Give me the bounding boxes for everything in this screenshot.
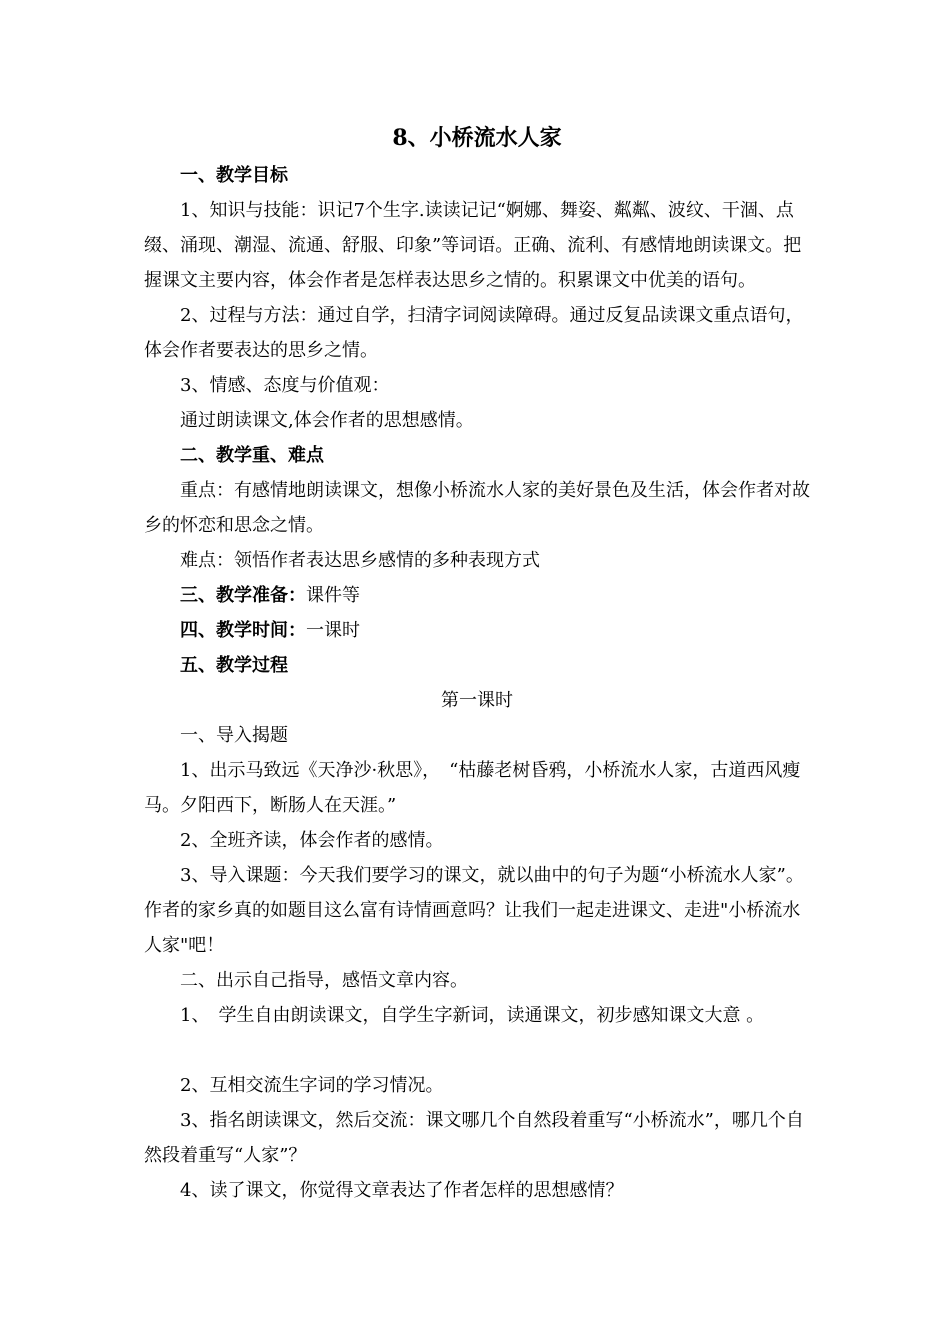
- step-intro-1: 1、出示马致远《天净沙·秋思》， “枯藤老树昏鸦，小桥流水人家，古道西风瘦马。夕阳西下，断肠人在天涯。”: [144, 760, 801, 816]
- preparation-line: [144, 578, 810, 613]
- step-guide-2: 2、互相交流生字词的学习情况。: [180, 1075, 444, 1096]
- step-guide-3: 3、指名朗读课文，然后交流：课文哪几个自然段着重写“小桥流水”，哪几个自然段着重写“人家”？: [144, 1110, 804, 1166]
- step-guide-1: 1、 学生自由朗读课文，自学生字新词，读通课文，初步感知课文大意 。: [180, 1005, 765, 1026]
- key-point-text: 重点：有感情地朗读课文，想像小桥流水人家的美好景色及生活，体会作者对故乡的怀恋和思念之情。: [144, 480, 810, 536]
- time-value: 一课时: [306, 620, 360, 641]
- document-page: [144, 118, 810, 1208]
- preparation-value: 课件等: [306, 585, 360, 606]
- section-heading-time: 四、教学时间：: [180, 620, 306, 641]
- lesson-heading: 第一课时: [441, 690, 513, 711]
- section-heading-preparation: 三、教学准备：: [180, 585, 306, 606]
- difficulty-text: 难点：领悟作者表达思乡感情的多种表现方式: [180, 550, 540, 571]
- page-title: 8、小桥流水人家: [392, 125, 562, 151]
- blank-gap: [144, 1033, 810, 1068]
- section-heading-process: 五、教学过程: [180, 655, 288, 676]
- objective-process: 2、过程与方法：通过自学，扫清字词阅读障碍。通过反复品读课文重点语句，体会作者要表达的思乡之情。: [144, 305, 804, 361]
- objective-emotion-text: 通过朗读课文,体会作者的思想感情。: [180, 410, 474, 431]
- step-intro-heading: 一、导入揭题: [180, 725, 288, 746]
- step-intro-3: 3、导入课题：今天我们要学习的课文，就以曲中的句子为题“小桥流水人家”。作者的家乡真的如题目这么富有诗情画意吗？让我们一起走进课文、走进"小桥流水人家"吧！: [144, 865, 804, 956]
- section-heading-objectives: 一、教学目标: [180, 165, 288, 186]
- time-line: [144, 613, 810, 648]
- objective-emotion-label: 3、情感、态度与价值观：: [180, 375, 390, 396]
- step-guide-heading: 二、出示自己指导，感悟文章内容。: [180, 970, 468, 991]
- step-intro-2: 2、全班齐读，体会作者的感情。: [180, 830, 444, 851]
- objective-knowledge: 1、知识与技能：识记7个生字.读读记记“婀娜、舞姿、粼粼、波纹、干涸、点缀、涌现、潮湿、流通、舒服、印象”等词语。正确、流利、有感情地朗读课文。把握课文主要内容，体会作者是怎样表达思乡之情的。积累课文中优美的语句。: [144, 200, 802, 291]
- step-guide-4: 4、读了课文，你觉得文章表达了作者怎样的思想感情？: [180, 1180, 624, 1201]
- section-heading-key-points: 二、教学重、难点: [180, 445, 324, 466]
